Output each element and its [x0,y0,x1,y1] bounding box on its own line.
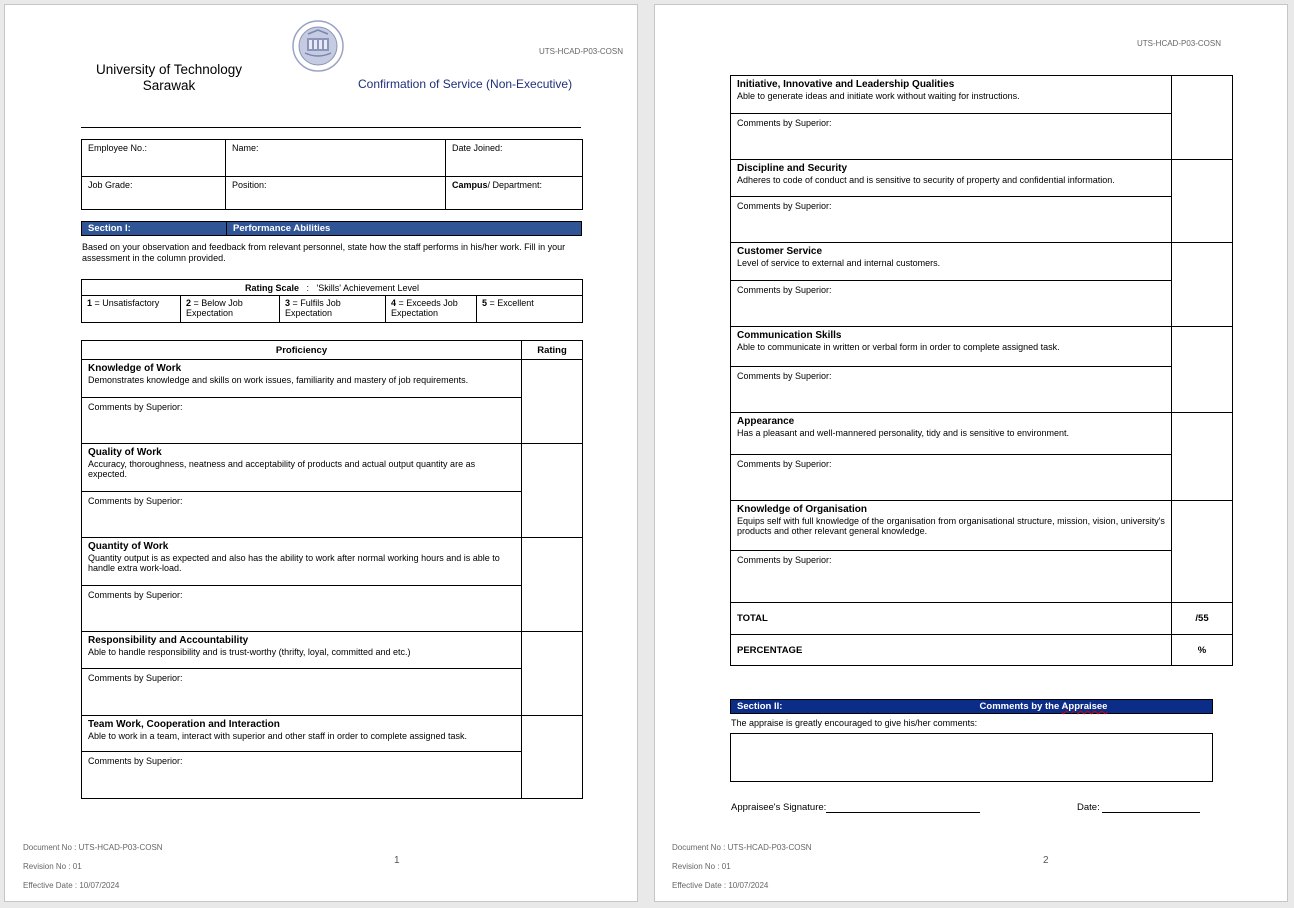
rating-text: = Exceeds Job Expectation [391,298,458,318]
comments-responsibility[interactable]: Comments by Superior: [82,669,522,716]
criterion-desc: Level of service to external and internal customers. [737,258,941,268]
name-field[interactable] [226,140,446,177]
rating-num: 3 [285,298,291,308]
document-page-2 [654,4,1288,902]
section2-instruction: The appraise is greatly encouraged to give his/her comments: [731,718,978,728]
rating-num: 2 [186,298,192,308]
signature-date [1077,802,1200,813]
total-label: TOTAL [731,603,1172,635]
date-joined-field[interactable] [446,140,583,177]
rating-cell-communication[interactable] [1172,327,1233,413]
rating-cell-knowledge-of-organisation[interactable] [1172,501,1233,603]
percentage-value[interactable]: % [1172,635,1233,666]
rating-item-2 [181,296,280,323]
criterion-knowledge-of-organisation [731,501,1172,551]
rating-cell-appearance[interactable] [1172,413,1233,501]
date-joined-label: Date Joined: [452,143,503,153]
proficiency-table-page1 [81,340,583,799]
page-number-2: 2 [1043,855,1049,866]
employee-no-field[interactable] [82,140,226,177]
rating-item-4 [386,296,477,323]
footer-revision-no: Revision No : 01 [23,862,82,871]
criterion-quantity-of-work [82,538,522,586]
page-number-1: 1 [394,855,400,866]
comments-quantity-of-work[interactable]: Comments by Superior: [82,586,522,632]
criterion-title: Discipline and Security [737,163,848,174]
criterion-title: Responsibility and Accountability [88,635,249,646]
rating-scale-colon: : [306,282,310,293]
footer-effective-date: Effective Date : 10/07/2024 [23,881,120,890]
position-field[interactable] [226,177,446,210]
footer-document-no: Document No : UTS-HCAD-P03-COSN [23,843,163,852]
rating-num: 5 [482,298,488,308]
criterion-desc: Has a pleasant and well-mannered personality, tidy and is sensitive to environment. [737,428,1070,438]
criterion-title: Knowledge of Work [88,363,182,374]
rating-scale-desc: 'Skills' Achievement Level [316,282,420,293]
footer-document-no: Document No : UTS-HCAD-P03-COSN [672,843,812,852]
date-line[interactable] [1102,812,1200,813]
campus-label: Campus [452,180,488,190]
criterion-initiative [731,76,1172,114]
rating-cell-quantity-of-work[interactable] [522,538,583,632]
rating-item-3 [280,296,386,323]
rating-num: 4 [391,298,397,308]
criterion-title: Knowledge of Organisation [737,504,868,515]
comments-team-work[interactable]: Comments by Superior: [82,752,522,799]
criterion-desc: Able to handle responsibility and is trust-worthy (thrifty, loyal, committed and etc.) [88,647,411,657]
section1-header [81,221,582,236]
employee-no-label: Employee No.: [88,143,148,153]
appraisee-comments-box[interactable] [730,733,1213,782]
university-logo [292,20,344,72]
doc-code-header: UTS-HCAD-P03-COSN [539,47,624,56]
name-label: Name: [232,143,259,153]
criterion-desc: Accuracy, thoroughness, neatness and acceptability of products and actual output quantity are as expected. [88,459,476,479]
criterion-title: Quality of Work [88,447,162,458]
rating-text: = Unsatisfactory [92,298,160,308]
university-name [69,62,269,94]
rating-text: = Excellent [487,298,534,308]
job-grade-label: Job Grade: [88,180,133,190]
comments-quality-of-work[interactable]: Comments by Superior: [82,492,522,538]
comments-knowledge-of-work[interactable]: Comments by Superior: [82,398,522,444]
comments-discipline[interactable]: Comments by Superior: [731,197,1172,243]
section2-header [730,699,1213,714]
position-label: Position: [232,180,267,190]
department-label: / Department: [487,180,543,190]
rating-header: Rating [522,341,583,360]
criterion-desc: Adheres to code of conduct and is sensitive to security of property and confidential information. [737,175,1115,185]
criterion-team-work [82,716,522,752]
criterion-desc: Able to communicate in written or verbal form in order to complete assigned task. [737,342,1060,352]
rating-cell-customer-service[interactable] [1172,243,1233,327]
criterion-title: Quantity of Work [88,541,169,552]
job-grade-field[interactable] [82,177,226,210]
section2-title-prefix: Comments by the [979,701,1062,712]
criterion-desc: Able to work in a team, interact with superior and other staff in order to complete assigned task. [88,731,468,741]
criterion-desc: Demonstrates knowledge and skills on work issues, familiarity and mastery of job requirements. [88,375,469,385]
rating-cell-responsibility[interactable] [522,632,583,716]
rating-cell-initiative[interactable] [1172,76,1233,160]
rating-cell-quality-of-work[interactable] [522,444,583,538]
comments-initiative[interactable]: Comments by Superior: [731,114,1172,160]
header-divider [81,127,581,128]
section2-title [875,700,1212,713]
criterion-title: Initiative, Innovative and Leadership Qualities [737,79,955,90]
rating-num: 1 [87,298,93,308]
appraisee-signature [731,802,980,813]
criterion-desc: Quantity output is as expected and also has the ability to work after normal working hours and is able to handle extra work-load. [88,553,500,573]
rating-cell-knowledge-of-work[interactable] [522,360,583,444]
criterion-discipline [731,160,1172,197]
comments-customer-service[interactable]: Comments by Superior: [731,281,1172,327]
section1-label: Section I: [82,222,226,235]
footer-effective-date: Effective Date : 10/07/2024 [672,881,769,890]
appraisee-signature-label: Appraisee's Signature: [731,802,827,813]
rating-item-5 [477,296,583,323]
employee-info-table [81,139,583,210]
university-name-line2: Sarawak [142,78,196,93]
appraisee-signature-line[interactable] [826,812,980,813]
rating-scale-label: Rating Scale [244,282,299,293]
rating-cell-discipline[interactable] [1172,160,1233,243]
criterion-responsibility [82,632,522,669]
criterion-desc: Able to generate ideas and initiate work without waiting for instructions. [737,91,1020,101]
section1-instruction: Based on your observation and feedback from relevant personnel, state how the staff performs in his/her work. Fill in your assessment in the column provided. [82,242,566,263]
section2-label: Section II: [731,700,875,713]
criterion-title: Appearance [737,416,795,427]
campus-department-field[interactable] [446,177,583,210]
rating-cell-team-work[interactable] [522,716,583,799]
date-label: Date: [1077,802,1100,813]
criterion-communication [731,327,1172,367]
footer-page2 [672,843,812,891]
total-value[interactable]: /55 [1172,603,1233,635]
percentage-label: PERCENTAGE [731,635,1172,666]
criterion-title: Communication Skills [737,330,842,341]
comments-knowledge-of-organisation[interactable]: Comments by Superior: [731,551,1172,603]
section2-title-word: Appraisee [1061,701,1108,712]
doc-code-header: UTS-HCAD-P03-COSN [1137,39,1222,48]
criterion-appearance [731,413,1172,455]
document-page-1 [4,4,638,902]
criterion-title: Customer Service [737,246,823,257]
criterion-quality-of-work [82,444,522,492]
footer-page1 [23,843,163,891]
form-title: Confirmation of Service (Non-Executive) [358,77,573,91]
criterion-title: Team Work, Cooperation and Interaction [88,719,280,730]
comments-communication[interactable]: Comments by Superior: [731,367,1172,413]
university-name-line1: University of Technology [95,62,243,77]
proficiency-table-page2 [730,75,1233,666]
rating-text: = Below Job Expectation [186,298,243,318]
criterion-desc: Equips self with full knowledge of the organisation from organisational structure, mission, vision, university's products and other relevant general knowledge. [737,516,1165,536]
rating-item-1 [82,296,181,323]
rating-text: = Fulfils Job Expectation [285,298,341,318]
rating-scale-table [81,279,583,323]
section1-title: Performance Abilities [226,222,581,235]
proficiency-header: Proficiency [82,341,522,360]
criterion-knowledge-of-work [82,360,522,398]
rating-scale-header [82,280,583,296]
criterion-customer-service [731,243,1172,281]
comments-appearance[interactable]: Comments by Superior: [731,455,1172,501]
footer-revision-no: Revision No : 01 [672,862,731,871]
